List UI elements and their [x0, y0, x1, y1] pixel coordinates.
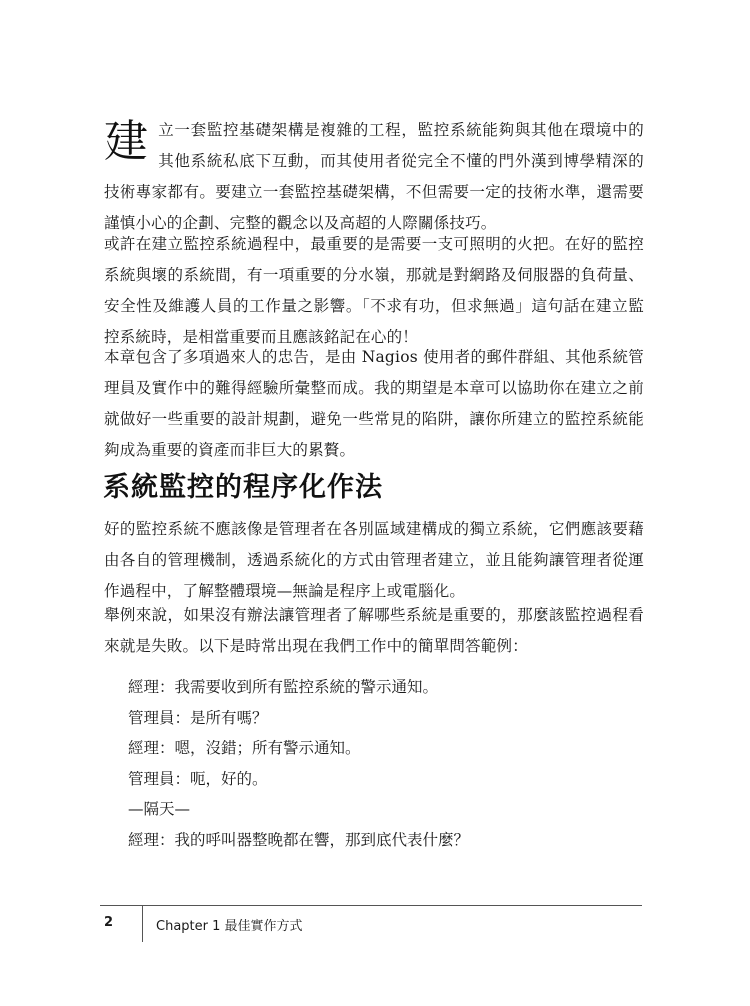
dialogue-line: —隔天— — [128, 800, 191, 818]
drop-cap: 建 — [104, 116, 149, 167]
intro-paragraph-1-text: 立一套監控基礎架構是複雜的工程，監控系統能夠與其他在環境中的其他系統私底下互動，而其使用者從完全不懂的門外漢到博學精深的技術專家都有。要建立一套監控基礎架構，不但需要一定的技術水準，還需要謹慎小心的企劃、完整的觀念以及高超的人際關係技巧。 — [104, 121, 644, 232]
footer-rule — [100, 905, 642, 906]
dialogue-line: 經理：我的呼叫器整晚都在響，那到底代表什麼？ — [128, 830, 470, 849]
footer-divider — [142, 906, 143, 942]
intro-paragraph-2: 或許在建立監控系統過程中，最重要的是需要一支可照明的火把。在好的監控系統與壞的系統間，有一項重要的分水嶺，那就是對網路及伺服器的負荷量、安全性及維護人員的工作量之影響。「不求有功，但求無過」這句話在建立監控系統時，是相當重要而且應該銘記在心的！ — [104, 235, 644, 346]
dialogue-line: 管理員：是所有嗎？ — [128, 708, 268, 727]
dialogue-line: 經理：嗯，沒錯；所有警示通知。 — [128, 739, 361, 757]
dialogue-line: 經理：我需要收到所有監控系統的警示通知。 — [128, 678, 439, 696]
running-footer: Chapter 1 最佳實作方式 — [156, 919, 303, 934]
intro-paragraph-1 — [104, 115, 644, 239]
dialogue-line: 管理員：呃，好的。 — [128, 769, 268, 788]
intro-paragraph-3: 本章包含了多項過來人的忠告，是由 Nagios 使用者的郵件群組、其他系統管理員及實作中的難得經驗所彙整而成。我的期望是本章可以協助你在建立之前就做好一些重要的設計規劃，避免一些常見的陷阱，讓你所建立的監控系統能夠成為重要的資產而非巨大的累贅。 — [104, 348, 644, 459]
section-paragraph-2: 舉例來說，如果沒有辦法讓管理者了解哪些系統是重要的，那麼該監控過程看來就是失敗。以下是時常出現在我們工作中的簡單問答範例： — [104, 606, 644, 655]
section-heading: 系統監控的程序化作法 — [103, 472, 383, 503]
dialogue-example — [128, 672, 628, 855]
section-paragraph-1: 好的監控系統不應該像是管理者在各別區域建構成的獨立系統，它們應該要藉由各自的管理機制，透過系統化的方式由管理者建立，並且能夠讓管理者從運作過程中，了解整體環境—無論是程序上或電腦化。 — [104, 520, 644, 600]
page-number: 2 — [104, 915, 114, 930]
